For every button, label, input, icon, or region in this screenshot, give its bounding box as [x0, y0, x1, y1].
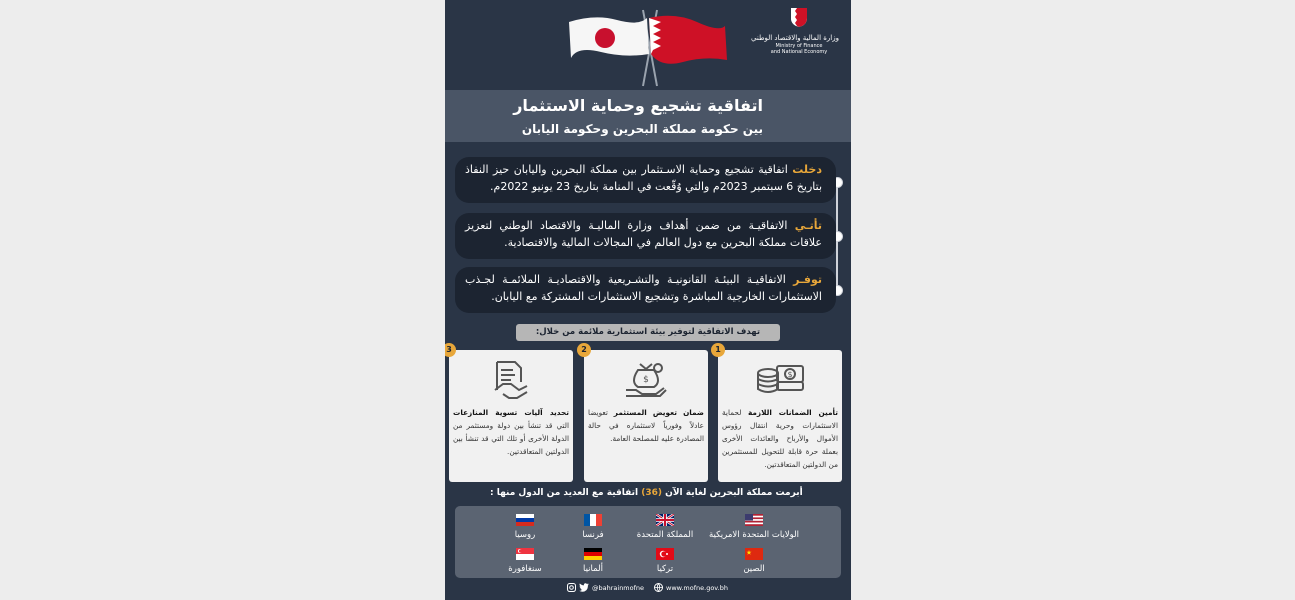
country-item [495, 514, 555, 540]
country-item [563, 514, 623, 540]
goal-number-badge: 2 [577, 343, 591, 357]
infographic-poster [445, 0, 851, 600]
country-name: الصين [743, 564, 765, 574]
goal-text: التي قد تنشأ بين دولة ومستثمر من الدولة الأخرى أو تلك التي قد تنشأ بين الدولتين المتعاقدتين. [453, 421, 569, 456]
social-handle[interactable]: @bahrainmofne [592, 583, 645, 592]
goal-text: لحماية الاستثمارات وحرية انتقال رؤوس الأموال والأرباح والعائدات الأخرى بعملة حرة قابلة للتحويل للمستثمرين من الدولتين المتعاقدتين. [722, 408, 838, 469]
goal-bold-text: تأمين الضمانات اللازمة [747, 408, 838, 417]
us-flag-icon [745, 514, 763, 526]
germany-flag-icon [584, 548, 602, 560]
country-name: تركيا [656, 564, 674, 574]
goal-card-disputes [446, 345, 573, 482]
turkey-flag-icon [656, 548, 674, 560]
point-keyword: دخلت [792, 163, 822, 176]
point-text: الاتفاقيـة من ضمن أهداف وزارة الماليـة والاقتصاد الوطني لتعزيز علاقات مملكة البحرين مع دول العالم في المجالات المالية والاقتصادية. [465, 219, 822, 249]
agreements-count-line [490, 488, 803, 498]
point-text: الاتفاقيـة البيئـة القانونيـة والتشـريعية والاقتصاديـة الملائمـة لجـذب الاستثمارات الخارجية المباشرة وتشجيع الاستثمارات المشتركة مع اليابان. [465, 273, 822, 303]
goal-card-compensation [581, 345, 708, 482]
bahrain-crest-icon [789, 6, 809, 28]
goal-card-guarantees [715, 345, 842, 482]
singapore-flag-icon [516, 548, 534, 560]
country-name: فرنسا [582, 530, 604, 540]
svg-text:$: $ [787, 370, 793, 379]
globe-icon [654, 583, 663, 592]
agreements-text-after: اتفاقية مع العديد من الدول منها : [490, 488, 639, 498]
svg-text:$: $ [643, 375, 649, 385]
money-bag-hand-icon [624, 360, 668, 400]
country-name: الولايات المتحدة الامريكية [708, 530, 800, 540]
country-item [495, 548, 555, 574]
country-item [719, 548, 789, 574]
country-name: المملكة المتحدة [636, 530, 694, 540]
country-name: ألمانيا [583, 564, 603, 574]
countries-panel [455, 506, 841, 578]
ministry-logo [751, 6, 839, 55]
point-keyword: توفـر [793, 273, 822, 286]
ministry-name-arabic: وزارة المالية والاقتصاد الوطني [751, 34, 839, 42]
japan-bahrain-flags-image [565, 8, 730, 88]
china-flag-icon [745, 548, 763, 560]
point-card-entry-into-force [455, 157, 836, 203]
goal-text: تعويضا عادلاً وفورياً لاستثماره في حالة المصادرة عليه للمصلحة العامة. [588, 408, 704, 443]
goal-bold-text: ضمان تعويض المستثمر [613, 408, 704, 417]
page-subtitle: بين حكومة مملكة البحرين وحكومة اليابان [521, 122, 763, 136]
uk-flag-icon [656, 514, 674, 526]
country-item [563, 548, 623, 574]
point-keyword: تأتـي [794, 219, 822, 232]
country-name: سنغافورة [508, 564, 542, 574]
ministry-name-english-1: Ministry of Finance [775, 43, 823, 49]
website-link[interactable]: www.mofne.gov.bh [666, 583, 728, 592]
instagram-icon[interactable] [567, 583, 576, 592]
goal-heading: تهدف الاتفاقية لتوفير بيئة استثمارية ملائمة من خلال: [516, 324, 780, 341]
country-item [635, 548, 695, 574]
goal-number-badge: 3 [445, 343, 456, 357]
country-item [699, 514, 809, 540]
point-card-environment [455, 267, 836, 313]
twitter-icon[interactable] [579, 583, 589, 592]
handshake-document-icon [491, 360, 531, 400]
page-title: اتفاقية تشجيع وحماية الاستثمار [513, 96, 763, 115]
goal-number-badge: 1 [711, 343, 725, 357]
point-card-ministry-goals [455, 213, 836, 259]
france-flag-icon [584, 514, 602, 526]
point-text: اتفاقية تشجيع وحماية الاسـتثمار بين مملكة البحرين واليابان حيز النفاذ بتاريخ 6 سبتمبر 2023م والتي وُقّعت في المنامة بتاريخ 23 يونيو 2022م. [465, 163, 822, 193]
agreements-count: (36) [641, 488, 663, 498]
goal-bold-text: تحديد آليات تسوية المنازعات [453, 408, 569, 417]
money-stack-icon [755, 362, 805, 398]
russia-flag-icon [516, 514, 534, 526]
footer-social [567, 583, 644, 592]
ministry-name-english-2: and National Economy [770, 49, 828, 55]
country-name: روسيا [514, 530, 536, 540]
country-item [625, 514, 705, 540]
agreements-text-before: أبرمت مملكة البحرين لغاية الآن [665, 488, 803, 498]
title-band [445, 90, 851, 142]
footer-website [654, 583, 728, 592]
